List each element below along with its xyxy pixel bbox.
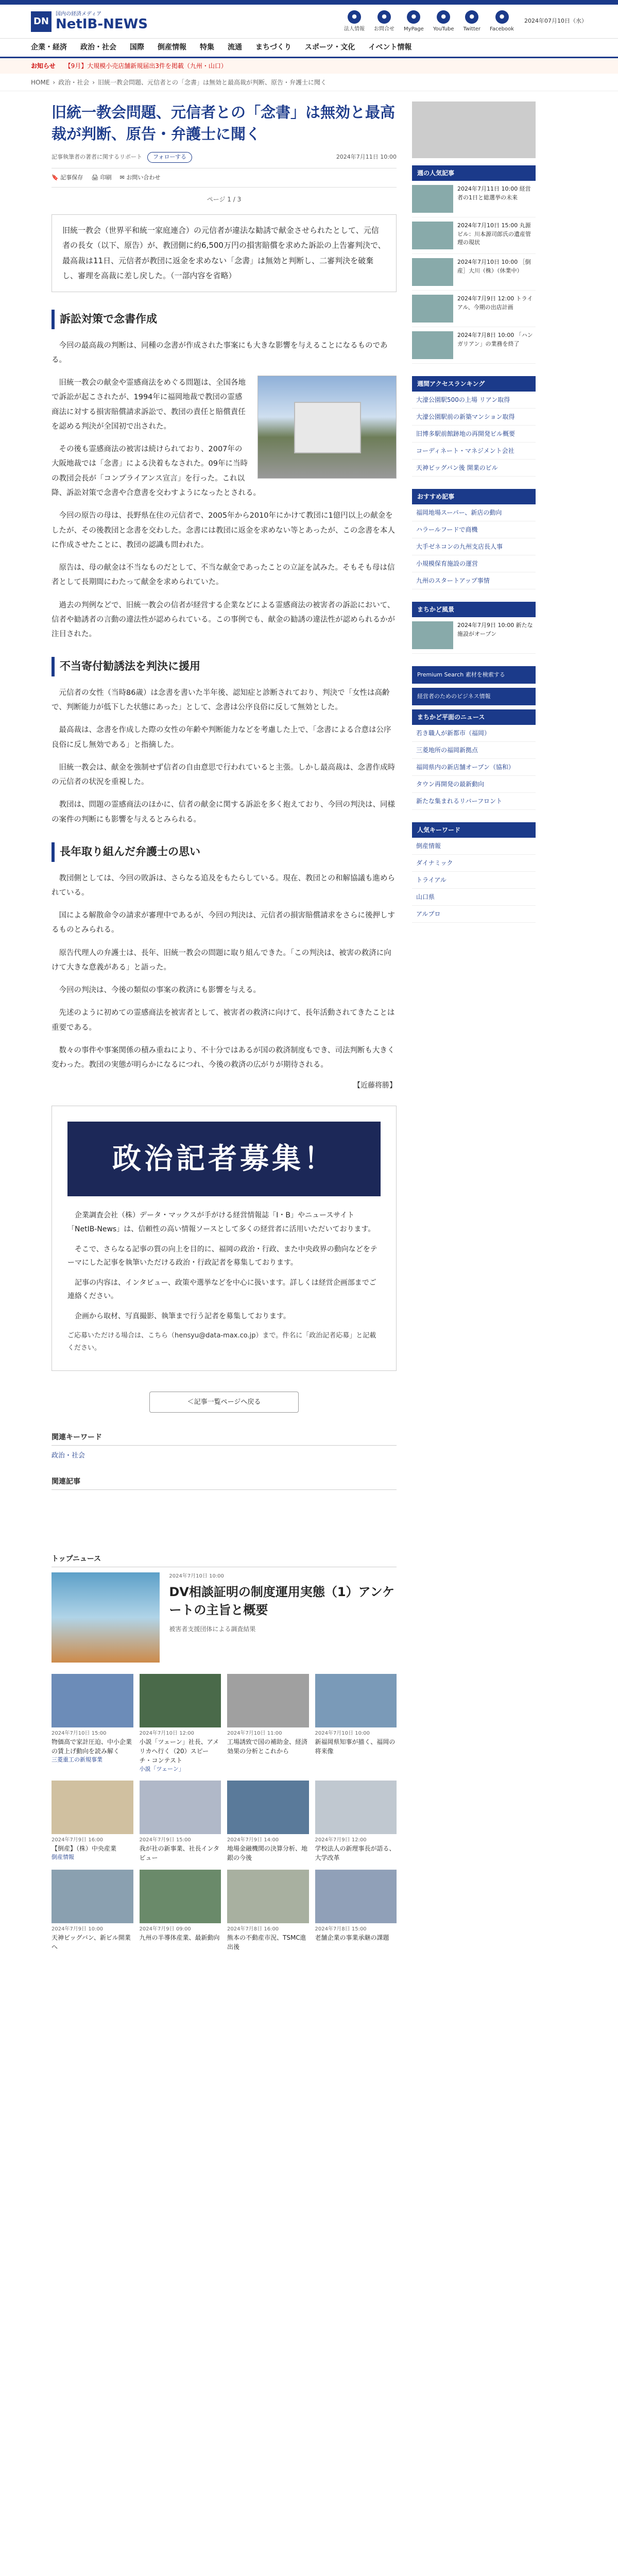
article-paragraph: 過去の判例などで、旧統一教会の信者が経営する企業などによる霊感商法の被害者の訴訟において、信者や勧誘者の言動の違法性が認められている。この事例でも、献金の勧誘の違法性が認められるかが注目された。 [52, 601, 395, 639]
ad-footer: ご応募いただける場合は、こちら（hensyu@data-max.co.jp）まで。件名に「政治記者応募」と記載ください。 [67, 1331, 376, 1352]
top-news-card[interactable] [140, 1870, 221, 1952]
logo-mark: DN [31, 11, 52, 32]
sidebar-link[interactable]: 旧博多駅前館跡地の再開発ビル概要 [412, 426, 536, 443]
header-icon-label: お問合せ [374, 26, 395, 32]
card-date: 2024年7月10日 12:00 [139, 1730, 195, 1736]
top-news [52, 1547, 397, 1952]
top-news-card[interactable] [315, 1870, 397, 1952]
card-date: 2024年7月10日 11:00 [227, 1730, 282, 1736]
logo-title: NetIB-NEWS [56, 16, 148, 32]
sidebar-link[interactable]: 天神ビッグバン後 開業のビル [412, 460, 536, 477]
top-bar [0, 0, 618, 5]
article-paragraph: 教団は、問題の霊感商法のほかに、信者の献金に関する訴訟を多く抱えており、今回の判決は、同様の案件の判断にも影響を与えるとみられる。 [52, 801, 395, 824]
contact-label: お問い合わせ [126, 174, 161, 181]
ad-paragraph: 企画から取材、写真撮影、執筆まで行う記者を募集しております。 [75, 1312, 290, 1320]
card-title: 工場誘致で国の補助金、経済効果の分析とこれから [227, 1738, 308, 1755]
nav-item[interactable]: 流通 [228, 43, 242, 52]
article-paragraph: 数々の事件や事案関係の積み重ねにより、不十分ではあるが国の救済制度もでき、司法判断も大きく変わった。教団の実態が明らかになるにつれ、今後の救済の広がりが期待される。 [52, 1046, 395, 1070]
sidebar-section [412, 489, 536, 589]
save-button[interactable]: 🔖 記事保存 [52, 174, 83, 181]
facebook-icon: ● [495, 10, 509, 24]
keyword-link[interactable]: トライアル [412, 872, 536, 889]
breadcrumb-category[interactable]: 政治・社会 [58, 78, 90, 86]
card-image [140, 1674, 221, 1727]
sitemap-icon: ● [348, 10, 361, 24]
card-date: 2024年7月9日 12:00 [315, 1837, 367, 1843]
sidebar-link[interactable]: 新たな集まれるリバーフロント [412, 793, 536, 810]
user-icon: ● [407, 10, 420, 24]
sidebar-link[interactable]: 三菱地所の福岡新拠点 [412, 742, 536, 759]
nav-item[interactable]: 企業・経済 [31, 43, 67, 52]
header-icon-label: MyPage [404, 26, 424, 32]
ad-paragraph: 企業調査会社（株）データ・マックスが手がける経営情報誌「I・B」やニュースサイト「NetIB-News」は、信頼性の高い情報ソースとして多くの経営者に活用いただいております。 [67, 1211, 375, 1234]
header-icon-button[interactable] [490, 10, 514, 33]
top-news-card[interactable] [227, 1674, 309, 1774]
sidebar-item[interactable] [412, 254, 536, 291]
top-news-card[interactable] [227, 1870, 309, 1952]
header-date: 2024年07月10日（水） [524, 18, 587, 25]
article-signature: 【近藤将勝】 [353, 1081, 397, 1090]
sidebar-link[interactable]: 若き職人が新都市（福岡） [412, 725, 536, 742]
sidebar-section [412, 602, 536, 654]
sidebar-keywords-head: 人気キーワード [412, 822, 536, 838]
card-image [315, 1674, 397, 1727]
nav-item[interactable]: 政治・社会 [80, 43, 116, 52]
top-news-feature[interactable] [52, 1572, 397, 1663]
site-logo[interactable] [31, 11, 148, 32]
sidebar-item[interactable] [412, 617, 536, 654]
sidebar-item-text: 2024年7月9日 10:00 新たな施設がオープン [457, 622, 533, 637]
sidebar-section-head: まちかど風景 [412, 602, 536, 617]
header-icon-label: YouTube [433, 26, 454, 32]
keyword-link[interactable]: ダイナミック [412, 855, 536, 872]
sidebar-link[interactable]: 九州のスタートアップ事情 [412, 572, 536, 589]
nav-item[interactable]: 倒産情報 [158, 43, 186, 52]
logo-subtitle: 国内の経済メディア [56, 11, 102, 17]
save-label: 記事保存 [60, 174, 83, 181]
section-heading: 訴訟対策で念書作成 [52, 310, 397, 329]
card-image [52, 1781, 133, 1834]
article-main [52, 101, 397, 1960]
card-title: 地場金融機関の決算分析、地銀の今後 [227, 1845, 308, 1862]
nav-item[interactable]: 特集 [200, 43, 214, 52]
card-date: 2024年7月8日 15:00 [315, 1926, 367, 1933]
sidebar-item-text: 2024年7月8日 10:00 「ハンガリアン」の業務を終了 [457, 332, 533, 347]
sidebar-link[interactable]: 大濠公園駅500の上場 リアン取得 [412, 392, 536, 409]
alert-item[interactable]: 【9月】大規模小売店舗新規届出3件を掲載（九州・山口） [64, 62, 227, 70]
card-title: 老舗企業の事業承継の課題 [315, 1934, 389, 1942]
related-tag[interactable]: 政治・社会 [52, 1452, 85, 1460]
back-to-list-button[interactable]: ＜記事一覧ページへ戻る [149, 1392, 299, 1413]
sidebar-link[interactable]: コーディネート・マネジメント会社 [412, 443, 536, 460]
section-heading: 不当寄付勧誘法を判決に援用 [52, 657, 397, 676]
top-news-card[interactable] [315, 1781, 397, 1862]
header-icon-button[interactable] [344, 10, 365, 33]
card-image [227, 1674, 309, 1727]
article-paragraph: 今回の判決は、今後の類似の事案の救済にも影響を与える。 [59, 986, 261, 995]
card-image [52, 1674, 133, 1727]
card-date: 2024年7月10日 10:00 [315, 1730, 370, 1736]
article-paragraph: 最高裁は、念書を作成した際の女性の年齢や判断能力などを考慮した上で、「念書による合意は公序良俗に反し無効である」と指摘した。 [52, 726, 391, 749]
card-source: 倒産情報 [52, 1854, 74, 1861]
feature-image [52, 1572, 160, 1663]
page-indicator[interactable]: ページ 1 / 3 [207, 196, 242, 204]
ad-paragraph: 記事の内容は、インタビュー、政策や選挙などを中心に扱います。詳しくは経営企画部までご連絡ください。 [67, 1278, 376, 1301]
sidebar-bottom-head: まちかど平面のニュース [412, 709, 536, 725]
sidebar-section-head: 週間アクセスランキング [412, 376, 536, 392]
top-news-card[interactable] [52, 1870, 133, 1952]
card-title: 物価高で家計圧迫、中小企業の賃上げ動向を読み解く [52, 1738, 132, 1755]
sidebar-link[interactable]: 福岡地場スーパー、新店の動向 [412, 504, 536, 521]
article-paragraph: 今回の最高裁の判断は、同種の念書が作成された事案にも大きな影響を与えることになるものである。 [52, 341, 388, 364]
related-keywords-label: 関連キーワード [52, 1430, 397, 1446]
mail-icon: ● [377, 10, 391, 24]
sidebar-banner[interactable] [412, 101, 536, 158]
sidebar-thumb [412, 295, 453, 323]
sidebar-item[interactable] [412, 181, 536, 217]
card-date: 2024年7月9日 15:00 [139, 1837, 191, 1843]
card-date: 2024年7月9日 10:00 [52, 1926, 104, 1933]
header-icon-label: Facebook [490, 26, 514, 32]
card-image [140, 1870, 221, 1923]
sidebar-link[interactable]: 小規模保育施設の運営 [412, 555, 536, 572]
breadcrumb-home[interactable]: HOME [31, 78, 50, 86]
header-icon-button[interactable] [374, 10, 394, 33]
article-paragraph: 旧統一教会は、献金を強制せず信者の自由意思で行われていると主張。しかし最高裁は、念書作成時の元信者の状況を重視した。 [52, 763, 395, 787]
main-nav [0, 39, 618, 58]
alert-label: お知らせ [31, 62, 56, 70]
article-paragraph: 先述のように初めての霊感商法を被害者として、被害者の救済に向けて、長年活動されてきたことは重要である。 [52, 1009, 395, 1032]
sidebar-section-head: 週の人気記事 [412, 165, 536, 181]
sidebar-link[interactable]: 大濠公園駅前の新築マンション取得 [412, 409, 536, 426]
sidebar-thumb [412, 621, 453, 649]
print-label: 印刷 [100, 174, 112, 181]
card-title: 学校法人の新理事長が語る、大学改革 [315, 1845, 396, 1862]
sidebar-thumb [412, 331, 453, 359]
top-news-label: トップニュース [52, 1552, 397, 1567]
top-news-card[interactable] [227, 1781, 309, 1862]
header-icon-button[interactable] [463, 10, 480, 33]
youtube-icon: ● [437, 10, 450, 24]
feature-sub: 被害者支援団体による調査結果 [169, 1625, 256, 1633]
alert-bar [0, 58, 618, 74]
nav-item[interactable]: スポーツ・文化 [304, 43, 355, 52]
author-link[interactable]: 記事執筆者の著者に関するリポート [52, 154, 142, 161]
card-image [227, 1781, 309, 1834]
article-paragraph: 国による解散命令の請求が審理中であるが、今回の判決は、元信者の損害賠償請求をさらに後押しするものとみられる。 [52, 911, 395, 935]
sidebar-item-text: 2024年7月11日 10:00 経営者の1日と総選挙の未来 [457, 185, 531, 201]
card-source: 小説「ツェーン」 [139, 1765, 184, 1772]
card-title: 新福岡県知事が描く、福岡の将来像 [315, 1738, 396, 1755]
contact-button[interactable]: ✉ お問い合わせ [119, 174, 161, 181]
card-date: 2024年7月9日 16:00 [52, 1837, 104, 1843]
sidebar-section [412, 376, 536, 477]
top-news-card[interactable] [140, 1674, 221, 1774]
card-title: 我が社の新事業、社長インタビュー [139, 1845, 220, 1862]
card-image [140, 1781, 221, 1834]
keyword-link[interactable]: 山口県 [412, 889, 536, 906]
site-header [0, 5, 618, 39]
keyword-link[interactable]: 倒産情報 [412, 838, 536, 855]
header-icons [344, 10, 514, 33]
header-icon-button[interactable] [404, 10, 424, 33]
related-articles-label: 関連記事 [52, 1475, 397, 1490]
sidebar-section [412, 165, 536, 364]
ad-paragraph: そこで、さらなる記事の質の向上を目的に、福岡の政治・行政、また中央政界の動向などをテーマにした記事を執筆いただける政治・行政記者を募集しております。 [67, 1245, 377, 1267]
print-button[interactable]: 🖨 印刷 [91, 174, 112, 181]
sidebar-ad[interactable]: Premium Search 素材を検索する [412, 666, 536, 684]
sidebar-link[interactable]: タウン再開発の最新動向 [412, 776, 536, 793]
recruit-ad [52, 1106, 397, 1371]
card-image [52, 1870, 133, 1923]
sidebar-item[interactable] [412, 327, 536, 364]
sidebar [412, 101, 536, 1960]
top-news-grid [52, 1674, 397, 1952]
card-date: 2024年7月10日 15:00 [52, 1730, 107, 1736]
sidebar-thumb [412, 185, 453, 213]
recruit-banner[interactable] [67, 1122, 381, 1196]
article-paragraph: その後も霊感商法の被害は続けられており、2007年の大阪地裁では「念書」による決着もなされた。09年に当時の教団会長が「コンプライアンス宣言」を行った。これ以降、訴訟対策で念書や合意書を交わすようになったとされる。 [52, 445, 261, 497]
sidebar-item-text: 2024年7月10日 10:00 ［倒産］大川（株）（休業中） [457, 259, 531, 274]
breadcrumb: HOME › 政治・社会 › 旧統一教会問題、元信者との「念書」は無効と最高裁が判断、原告・弁護士に聞く [0, 74, 618, 91]
article-paragraph: 元信者の女性（当時86歳）は念書を書いた半年後、認知症と診断されており、判決で「女性は高齢で、判断能力が低下した状態にあった」として、念書は公序良俗に反して無効とした。 [52, 688, 390, 712]
top-news-card[interactable] [140, 1781, 221, 1862]
card-image [315, 1781, 397, 1834]
top-news-card[interactable] [52, 1674, 133, 1774]
sidebar-link[interactable]: 福岡県内の新店舗オープン（協和） [412, 759, 536, 776]
article-lead: 旧統一教会（世界平和統一家庭連合）の元信者が違法な勧誘で献金させられたとして、元信者の長女（以下、原告）が、教団側に約6,500万円の損害賠償を求めた訴訟の上告審判決で、最高裁は11日、元信者が教団に返金を求めない「念書」は無効と判断し、二審判決を破棄し、審理を高裁に差し戻した。（一部内容を省略） [52, 214, 397, 292]
top-news-card[interactable] [315, 1674, 397, 1774]
article-paragraph: 今回の原告の母は、長野県在住の元信者で、2005年から2010年にかけて教団に1億円以上の献金をしたが、その後教団と念書を交わした。念書には教団に返金を求めない等とあったが、この念書を本人に作成させたことに、教団の認識も問われた。 [52, 512, 395, 549]
recruit-banner-text: 政治記者募集！ [112, 1142, 336, 1176]
keyword-link[interactable]: アルプロ [412, 906, 536, 923]
article-title: 旧統一教会問題、元信者との「念書」は無効と最高裁が判断、原告・弁護士に聞く [52, 104, 396, 143]
nav-item[interactable]: イベント情報 [368, 43, 412, 52]
sidebar-keywords [412, 822, 536, 923]
article-paragraph: 旧統一教会の献金や霊感商法をめぐる問題は、全国各地で訴訟が起こされたが、1994年に福岡地裁で教団の霊感商法に対する損害賠償請求訴訟で、教団の責任と賠償責任を認める判決が全国初で出された。 [52, 379, 246, 431]
article-paragraph: 原告は、母の献金は不当なものだとして、不当な献金であったことの立証を試みた。そもそも母は信者として長期間にわたって献金を求められていた。 [52, 564, 395, 587]
breadcrumb-current: 旧統一教会問題、元信者との「念書」は無効と最高裁が判断、原告・弁護士に聞く [98, 78, 327, 86]
card-title: 小説「ツェーン」社長、アメリカへ行く（20）スピーチ・コンテスト [139, 1738, 219, 1764]
nav-item[interactable]: 国際 [130, 43, 144, 52]
sidebar-thumb [412, 258, 453, 286]
card-title: 【倒産】（株）中央産業 [52, 1845, 117, 1853]
sidebar-ad[interactable]: 経営者のためのビジネス情報 [412, 688, 536, 705]
header-icon-button[interactable] [433, 10, 454, 33]
article-paragraph: 原告代理人の弁護士は、長年、旧統一教会の問題に取り組んできた。「この判決は、被害の救済に向けて大きな意義がある」と語った。 [52, 948, 391, 972]
card-title: 天神ビッグバン、新ビル開業へ [52, 1934, 131, 1951]
card-title: 熊本の不動産市況、TSMC進出後 [227, 1934, 306, 1951]
sidebar-item-text: 2024年7月9日 12:00 トライアル、今期の出店計画 [457, 295, 533, 311]
sidebar-item-text: 2024年7月10日 15:00 丸源ビル：川本源司郎氏の遺産管理の現状 [457, 222, 531, 246]
sidebar-thumb [412, 222, 453, 249]
sidebar-bottom [412, 709, 536, 810]
article-meta [52, 152, 397, 163]
article-date: 2024年7月11日 10:00 [336, 154, 397, 161]
card-source: 三菱重工の新規事業 [52, 1756, 102, 1763]
sidebar-link[interactable]: ハラールフードで商機 [412, 521, 536, 538]
card-date: 2024年7月9日 09:00 [139, 1926, 191, 1933]
sidebar-item[interactable] [412, 217, 536, 254]
card-image [227, 1870, 309, 1923]
card-date: 2024年7月8日 16:00 [227, 1926, 279, 1933]
card-image [315, 1870, 397, 1923]
article-photo [258, 376, 397, 479]
section-heading: 長年取り組んだ弁護士の思い [52, 842, 397, 862]
top-news-card[interactable] [52, 1781, 133, 1862]
follow-button[interactable]: フォローする [147, 152, 192, 163]
photo-building [294, 402, 361, 453]
nav-item[interactable]: まちづくり [255, 43, 291, 52]
sidebar-link[interactable]: 大手ゼネコンの九州支店長人事 [412, 538, 536, 555]
feature-date: 2024年7月10日 10:00 [169, 1573, 224, 1579]
article-tools [52, 168, 397, 188]
header-icon-label: Twitter [463, 26, 480, 32]
card-title: 九州の半導体産業、最新動向 [139, 1934, 220, 1942]
feature-title: DV相談証明の制度運用実態（1）アンケートの主旨と概要 [169, 1584, 395, 1617]
sidebar-item[interactable] [412, 291, 536, 327]
twitter-icon: ● [465, 10, 478, 24]
article-body [52, 310, 397, 1072]
sidebar-section-head: おすすめ記事 [412, 489, 536, 504]
header-icon-label: 法人情報 [344, 26, 365, 32]
article-paragraph: 教団側としては、今回の敗訴は、さらなる追及をもたらしている。現在、教団との和解協議も進められている。 [52, 874, 395, 897]
card-date: 2024年7月9日 14:00 [227, 1837, 279, 1843]
